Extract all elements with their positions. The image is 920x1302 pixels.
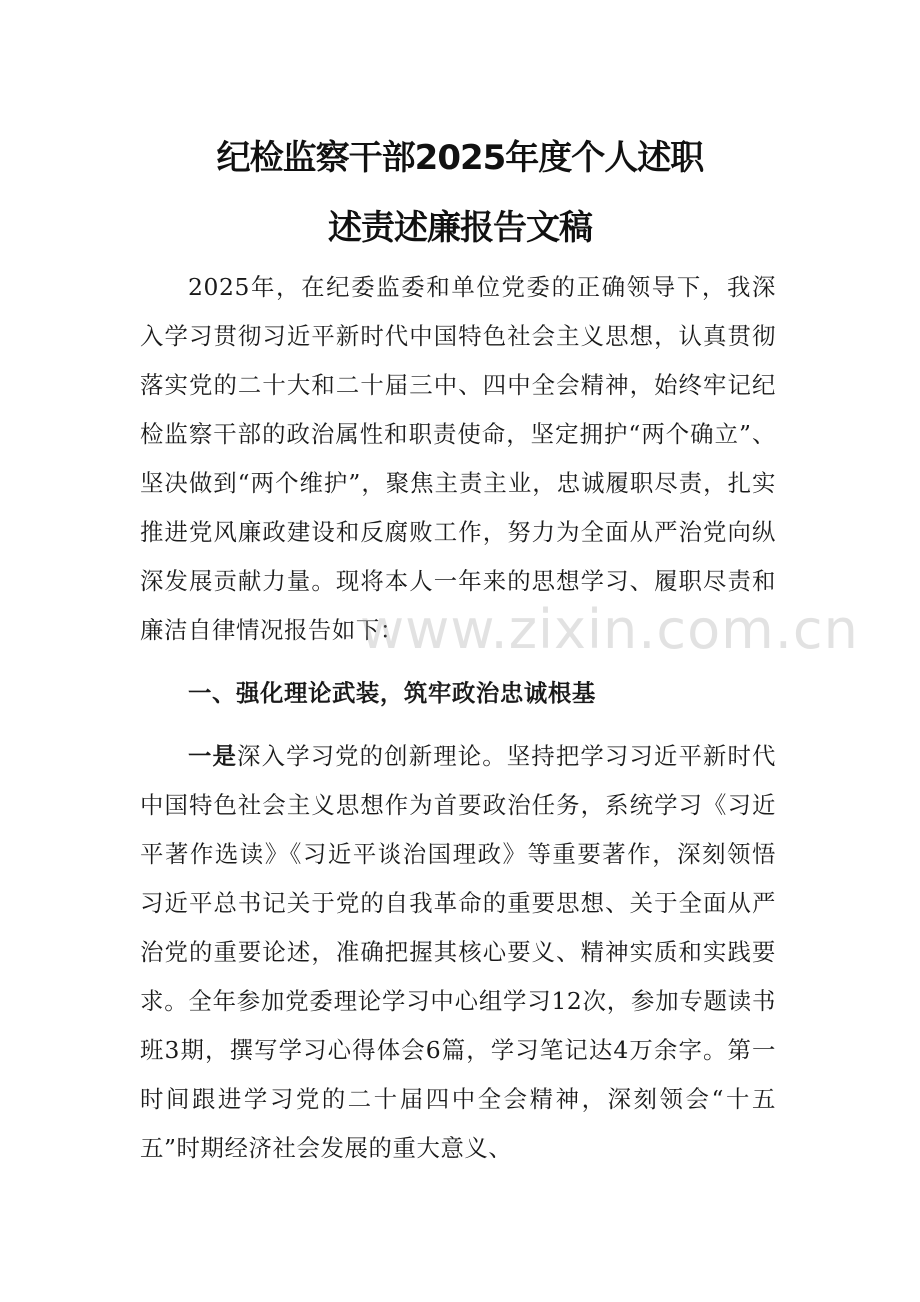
point-lead: 一是 bbox=[188, 742, 238, 770]
point-text: 深入学习党的创新理论。坚持把学习习近平新时代中国特色社会主义思想作为首要政治任务，系统学习《习近平著作选读》《习近平谈治国理政》等重要著作，深刻领悟习近平总书记关于党的自我革命的重要思想、关于全面从严治党的重要论述，准确把握其核心要义、精神实质和实践要求。全年参加党委理论学习中心组学习12次，参加专题读书班3期，撰写学习心得体会6篇，学习笔记达4万余字。第一时间跟进学习党的二十届四中全会精神，深刻领会“十五五”时期经济社会发展的重大意义、 bbox=[140, 742, 776, 1162]
section-heading: 一、强化理论武装，筑牢政治忠诚根基 bbox=[188, 679, 596, 707]
point-paragraph bbox=[140, 732, 776, 1173]
document-title-line2: 述责述廉报告文稿 bbox=[328, 208, 592, 248]
document-title-line1: 纪检监察干部2025年度个人述职 bbox=[216, 138, 704, 178]
watermark: www.zixin.com.cn bbox=[360, 598, 859, 661]
intro-paragraph: 2025年，在纪委监委和单位党委的正确领导下，我深入学习贯彻习近平新时代中国特色社会主义思想，认真贯彻落实党的二十大和二十届三中、四中全会精神，始终牢记纪检监察干部的政治属性和职责使命，坚定拥护“两个确立”、坚决做到“两个维护”，聚焦主责主业，忠诚履职尽责，扎实推进党风廉政建设和反腐败工作，努力为全面从严治党向纵深发展贡献力量。现将本人一年来的思想学习、履职尽责和廉洁自律情况报告如下： bbox=[140, 273, 776, 644]
document-body bbox=[140, 263, 776, 1173]
